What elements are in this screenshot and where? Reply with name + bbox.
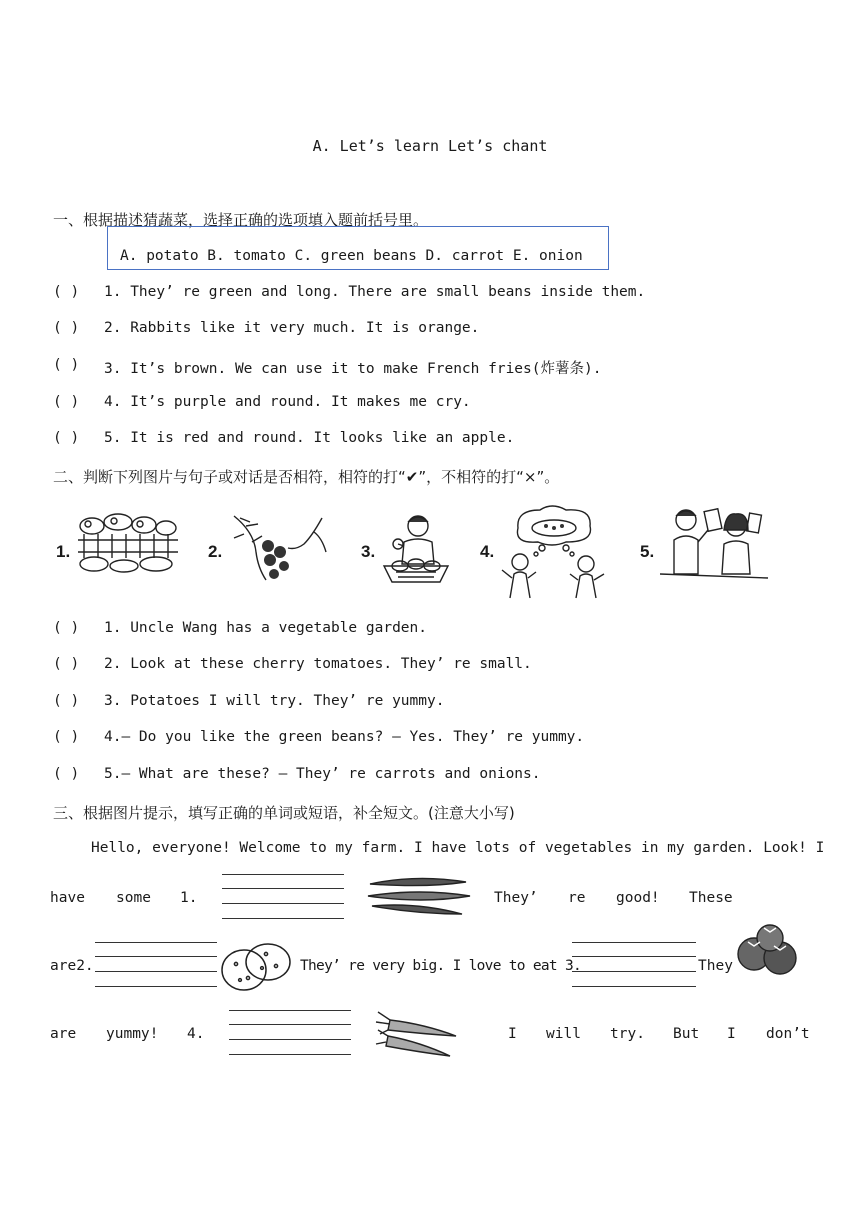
potatoes-image bbox=[218, 938, 294, 994]
passage-word: some bbox=[116, 890, 151, 906]
passage-word: They’ bbox=[494, 890, 538, 906]
answer-bracket[interactable]: ( ) bbox=[53, 693, 80, 709]
statement-2: 2. Look at these cherry tomatoes. They’ re small. bbox=[104, 656, 532, 672]
question-1: 1. They’ re green and long. There are small beans inside them. bbox=[104, 284, 646, 300]
answer-bracket[interactable]: ( ) bbox=[53, 766, 80, 782]
green-beans-image bbox=[366, 874, 474, 920]
boy-and-girl-with-pictures-image bbox=[660, 504, 770, 586]
picture-number-1: 1. bbox=[56, 542, 71, 561]
picture-number-3: 3. bbox=[361, 542, 376, 561]
girls-thinking-of-beans-image bbox=[496, 504, 616, 600]
answer-bracket[interactable]: ( ) bbox=[53, 656, 80, 672]
blank-number-2: are2. bbox=[50, 958, 94, 974]
passage-word: have bbox=[50, 890, 85, 906]
statement-3: 3. Potatoes I will try. They’ re yummy. bbox=[104, 693, 445, 709]
answer-bracket[interactable]: ( ) bbox=[53, 394, 80, 410]
passage-word: are bbox=[50, 1026, 77, 1042]
options-box bbox=[107, 226, 609, 270]
section3-heading: 三、根据图片提示，填写正确的单词或短语，补全短文。(注意大小写) bbox=[53, 804, 515, 822]
question-4: 4. It’s purple and round. It makes me cry. bbox=[104, 394, 471, 410]
answer-bracket[interactable]: ( ) bbox=[53, 729, 80, 745]
passage-word: yummy! bbox=[106, 1026, 159, 1042]
passage-word: I bbox=[508, 1026, 517, 1042]
passage-sentence: They’ re very big. I love to eat 3. bbox=[300, 958, 582, 974]
tomato-plant-image bbox=[226, 512, 330, 584]
passage-word: These bbox=[689, 890, 733, 906]
carrots-image bbox=[374, 1006, 460, 1060]
answer-blank-4[interactable] bbox=[229, 1010, 351, 1056]
passage-word: But bbox=[673, 1026, 700, 1042]
picture-number-5: 5. bbox=[640, 542, 655, 561]
statement-5: 5.— What are these? — They’ re carrots and onions. bbox=[104, 766, 541, 782]
answer-bracket[interactable]: ( ) bbox=[53, 430, 80, 446]
boy-with-potatoes-image bbox=[378, 512, 450, 586]
passage-word: They bbox=[698, 958, 733, 974]
picture-number-2: 2. bbox=[208, 542, 223, 561]
answer-bracket[interactable]: ( ) bbox=[53, 620, 80, 636]
passage-word: don’t bbox=[766, 1026, 810, 1042]
blank-number-1: 1. bbox=[180, 890, 198, 906]
answer-bracket[interactable]: ( ) bbox=[53, 357, 80, 373]
statement-1: 1. Uncle Wang has a vegetable garden. bbox=[104, 620, 428, 636]
passage-word: good! bbox=[616, 890, 660, 906]
answer-bracket[interactable]: ( ) bbox=[53, 284, 80, 300]
vegetable-garden-image bbox=[74, 512, 182, 574]
question-3: 3. It’s brown. We can use it to make French fries(炸薯条). bbox=[104, 361, 602, 377]
passage-word: I bbox=[727, 1026, 736, 1042]
blank-number-4: 4. bbox=[187, 1026, 205, 1042]
page-title: A. Let’s learn Let’s chant bbox=[312, 137, 548, 155]
answer-blank-2[interactable] bbox=[95, 942, 217, 988]
section2-heading: 二、判断下列图片与句子或对话是否相符，相符的打“✔”，不相符的打“×”。 bbox=[53, 468, 560, 486]
answer-bracket[interactable]: ( ) bbox=[53, 320, 80, 336]
tomatoes-image bbox=[734, 922, 802, 978]
options-text: A. potato B. tomato C. green beans D. carrot E. onion bbox=[120, 248, 583, 264]
passage-word: try. bbox=[610, 1026, 645, 1042]
statement-4: 4.— Do you like the green beans? — Yes. They’ re yummy. bbox=[104, 729, 585, 745]
answer-blank-3[interactable] bbox=[572, 942, 696, 988]
passage-word: will bbox=[546, 1026, 581, 1042]
question-2: 2. Rabbits like it very much. It is orange. bbox=[104, 320, 480, 336]
answer-blank-1[interactable] bbox=[222, 874, 344, 920]
question-5: 5. It is red and round. It looks like an apple. bbox=[104, 430, 515, 446]
picture-number-4: 4. bbox=[480, 542, 495, 561]
passage-intro: Hello, everyone! Welcome to my farm. I have lots of vegetables in my garden. Look! I bbox=[91, 840, 825, 856]
section1-heading: 一、根据描述猜蔬菜，选择正确的选项填入题前括号里。 bbox=[53, 211, 429, 229]
passage-word: re bbox=[568, 890, 586, 906]
